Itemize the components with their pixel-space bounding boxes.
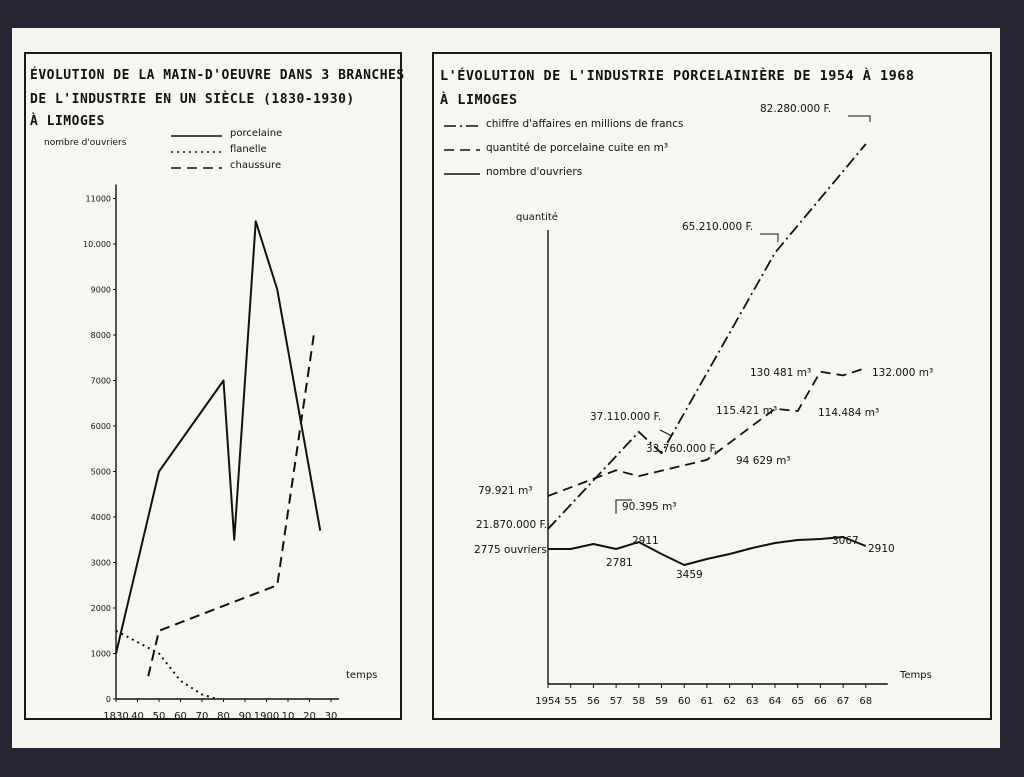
left-y-axis-label: nombre d'ouvriers xyxy=(44,138,127,148)
left-y-tick-label: 11000 xyxy=(85,194,111,204)
left-x-tick-label: 50 xyxy=(152,711,166,718)
left-x-tick-label: 20 xyxy=(303,711,316,718)
right-x-tick-label: 62 xyxy=(723,696,736,707)
annotation-label: 90.395 m³ xyxy=(622,501,677,513)
right-title-line-2: À LIMOGES xyxy=(440,92,518,108)
right-x-axis-label: Temps xyxy=(900,670,932,681)
right-x-tick-label: 64 xyxy=(768,696,782,707)
legend-chiffre-label: chiffre d'affaires en millions de francs xyxy=(486,118,684,130)
left-x-tick-label: 90 xyxy=(238,711,252,718)
annotation-label: 115.421 m³ xyxy=(716,405,778,417)
left-y-tick-label: 7000 xyxy=(90,376,111,386)
left-y-tick-label: 0 xyxy=(105,695,111,704)
left-y-tick-label: 1000 xyxy=(90,649,111,659)
series-porcelaine-line xyxy=(116,221,320,653)
series-ouvriers-line xyxy=(548,537,866,565)
left-x-tick-label: 40 xyxy=(131,711,144,718)
annotation-label: 33.760.000 F. xyxy=(646,443,718,455)
annotation-leader-line xyxy=(660,430,672,436)
annotation-label: 2910 xyxy=(868,543,895,555)
legend-chaussure-label: chaussure xyxy=(230,160,282,171)
annotation-label: 82.280.000 F. xyxy=(760,103,832,115)
left-title-line-2: DE L'INDUSTRIE EN UN SIÈCLE (1830-1930) xyxy=(30,92,355,107)
left-y-tick-label: 4000 xyxy=(90,513,111,522)
annotation-label: 94 629 m³ xyxy=(736,455,791,467)
series-flanelle-line xyxy=(116,631,217,699)
left-y-tick-label: 9000 xyxy=(90,285,111,295)
annotation-label: 3067 xyxy=(832,535,859,547)
right-x-tick-label: 68 xyxy=(859,696,873,707)
right-x-tick-label: 59 xyxy=(655,696,668,707)
right-x-tick-label: 56 xyxy=(587,696,600,707)
left-chart-svg xyxy=(26,54,400,718)
right-x-tick-label: 57 xyxy=(609,696,623,707)
annotation-leader-line xyxy=(760,234,778,242)
right-title-line-1: L'ÉVOLUTION DE L'INDUSTRIE PORCELAINIÈRE DE 1954 À 1968 xyxy=(440,68,915,84)
left-x-tick-label: 10 xyxy=(281,711,295,718)
annotation-label: 65.210.000 F. xyxy=(682,221,754,233)
left-x-axis-label: temps xyxy=(346,670,378,681)
annotation-label: 3459 xyxy=(676,569,703,581)
annotation-label: 2781 xyxy=(606,557,633,569)
left-x-tick-label: 1830 xyxy=(103,711,129,718)
right-x-tick-label: 67 xyxy=(836,696,850,707)
annotation-label: 21.870.000 F. xyxy=(476,519,548,531)
annotation-label: 37.110.000 F. xyxy=(590,411,662,423)
left-y-tick-label: 10.000 xyxy=(83,240,111,249)
annotation-label: 130 481 m³ xyxy=(750,367,812,379)
right-x-tick-label: 58 xyxy=(632,696,646,707)
annotation-label: 2911 xyxy=(632,535,659,547)
paper-sheet xyxy=(12,28,1000,748)
left-title-line-1: ÉVOLUTION DE LA MAIN-D'OEUVRE DANS 3 BRANCHES xyxy=(30,68,405,83)
left-x-tick-label: 80 xyxy=(217,711,230,718)
left-y-tick-label: 2000 xyxy=(90,604,111,613)
annotation-label: 132.000 m³ xyxy=(872,367,934,379)
annotation-leader-line xyxy=(848,116,870,122)
right-x-tick-label: 66 xyxy=(814,696,827,707)
right-x-tick-label: 61 xyxy=(700,696,714,707)
right-x-tick-label: 65 xyxy=(791,696,805,707)
left-title-line-3: À LIMOGES xyxy=(30,114,105,129)
left-y-tick-label: 6000 xyxy=(90,422,111,431)
legend-flanelle-label: flanelle xyxy=(230,144,267,155)
annotation-label: 2775 ouvriers xyxy=(474,544,547,556)
annotation-label: 79.921 m³ xyxy=(478,485,533,497)
left-x-tick-label: 60 xyxy=(174,711,187,718)
left-y-tick-label: 5000 xyxy=(90,467,111,477)
legend-ouvriers-label: nombre d'ouvriers xyxy=(486,166,583,178)
right-x-tick-label: 55 xyxy=(564,696,578,707)
right-chart-panel xyxy=(432,52,992,720)
legend-quantite-label: quantité de porcelaine cuite en m³ xyxy=(486,142,669,154)
legend-porcelaine-label: porcelaine xyxy=(230,128,283,139)
series-0-line xyxy=(548,144,866,529)
left-x-tick-label: 30 xyxy=(324,711,338,718)
annotation-label: 114.484 m³ xyxy=(818,407,880,419)
left-y-tick-label: 3000 xyxy=(90,558,111,568)
right-x-tick-label: 1954 xyxy=(535,696,561,707)
left-x-tick-label: 70 xyxy=(195,711,209,718)
left-chart-panel xyxy=(24,52,405,720)
right-x-tick-label: 63 xyxy=(745,696,759,707)
right-chart-svg xyxy=(434,54,990,718)
right-y-axis-label: quantité xyxy=(516,212,558,223)
left-y-tick-label: 8000 xyxy=(90,331,111,340)
right-x-tick-label: 60 xyxy=(677,696,691,707)
left-x-tick-label: 1900 xyxy=(253,711,280,718)
